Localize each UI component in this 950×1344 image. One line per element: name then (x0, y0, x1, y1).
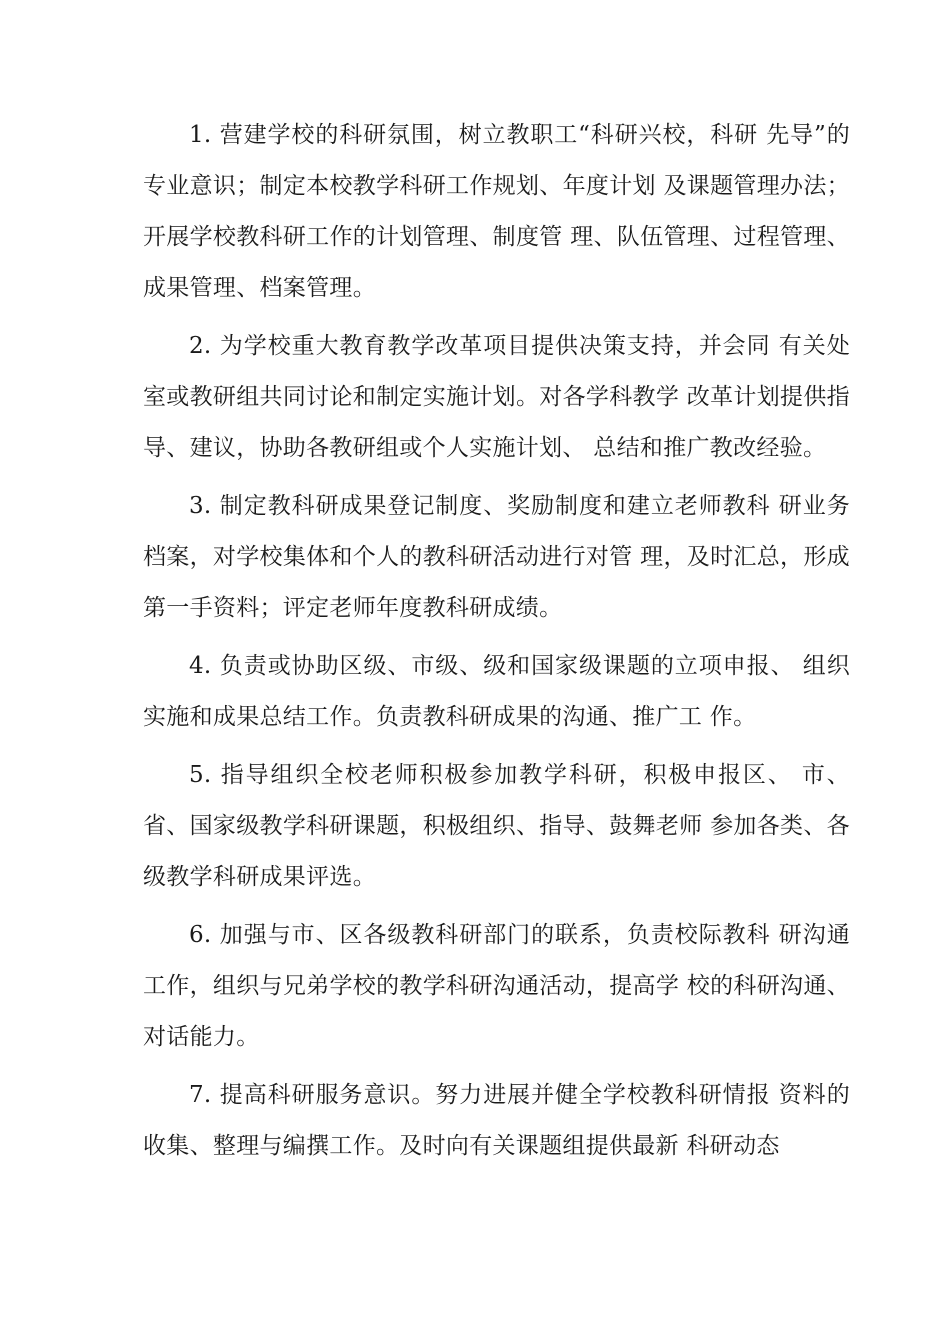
paragraph-7: 7. 提高科研服务意识。努力进展并健全学校教科研情报 资料的收集、整理与编撰工作。及时向有关课题组提供最新 科研动态 (143, 1082, 850, 1159)
paragraph-3: 3. 制定教科研成果登记制度、奖励制度和建立老师教科 研业务档案，对学校集体和个人的教科研活动进行对管 理，及时汇总，形成第一手资料；评定老师年度教科研成绩。 (143, 493, 850, 621)
paragraph-6: 6. 加强与市、区各级教科研部门的联系，负责校际教科 研沟通工作，组织与兄弟学校的教学科研沟通活动，提高学 校的科研沟通、对话能力。 (143, 922, 850, 1050)
paragraph-4: 4. 负责或协助区级、市级、级和国家级课题的立项申报、 组织实施和成果总结工作。负责教科研成果的沟通、推广工 作。 (143, 653, 850, 730)
paragraph-1: 1. 营建学校的科研氛围，树立教职工“科研兴校，科研 先导”的专业意识；制定本校教学科研工作规划、年度计划 及课题管理办法；开展学校教科研工作的计划管理、制度管 理、队伍管理、过程管理、成果管理、档案管理。 (143, 122, 850, 301)
document-body (143, 110, 850, 1179)
paragraph-2: 2. 为学校重大教育教学改革项目提供决策支持，并会同 有关处室或教研组共同讨论和制定实施计划。对各学科教学 改革计划提供指导、建议，协助各教研组或个人实施计划、 总结和推广教改经验。 (143, 333, 850, 461)
paragraph-5: 5. 指导组织全校老师积极参加教学科研，积极申报区、 市、省、国家级教学科研课题，积极组织、指导、鼓舞老师 参加各类、各级教学科研成果评选。 (143, 762, 850, 890)
